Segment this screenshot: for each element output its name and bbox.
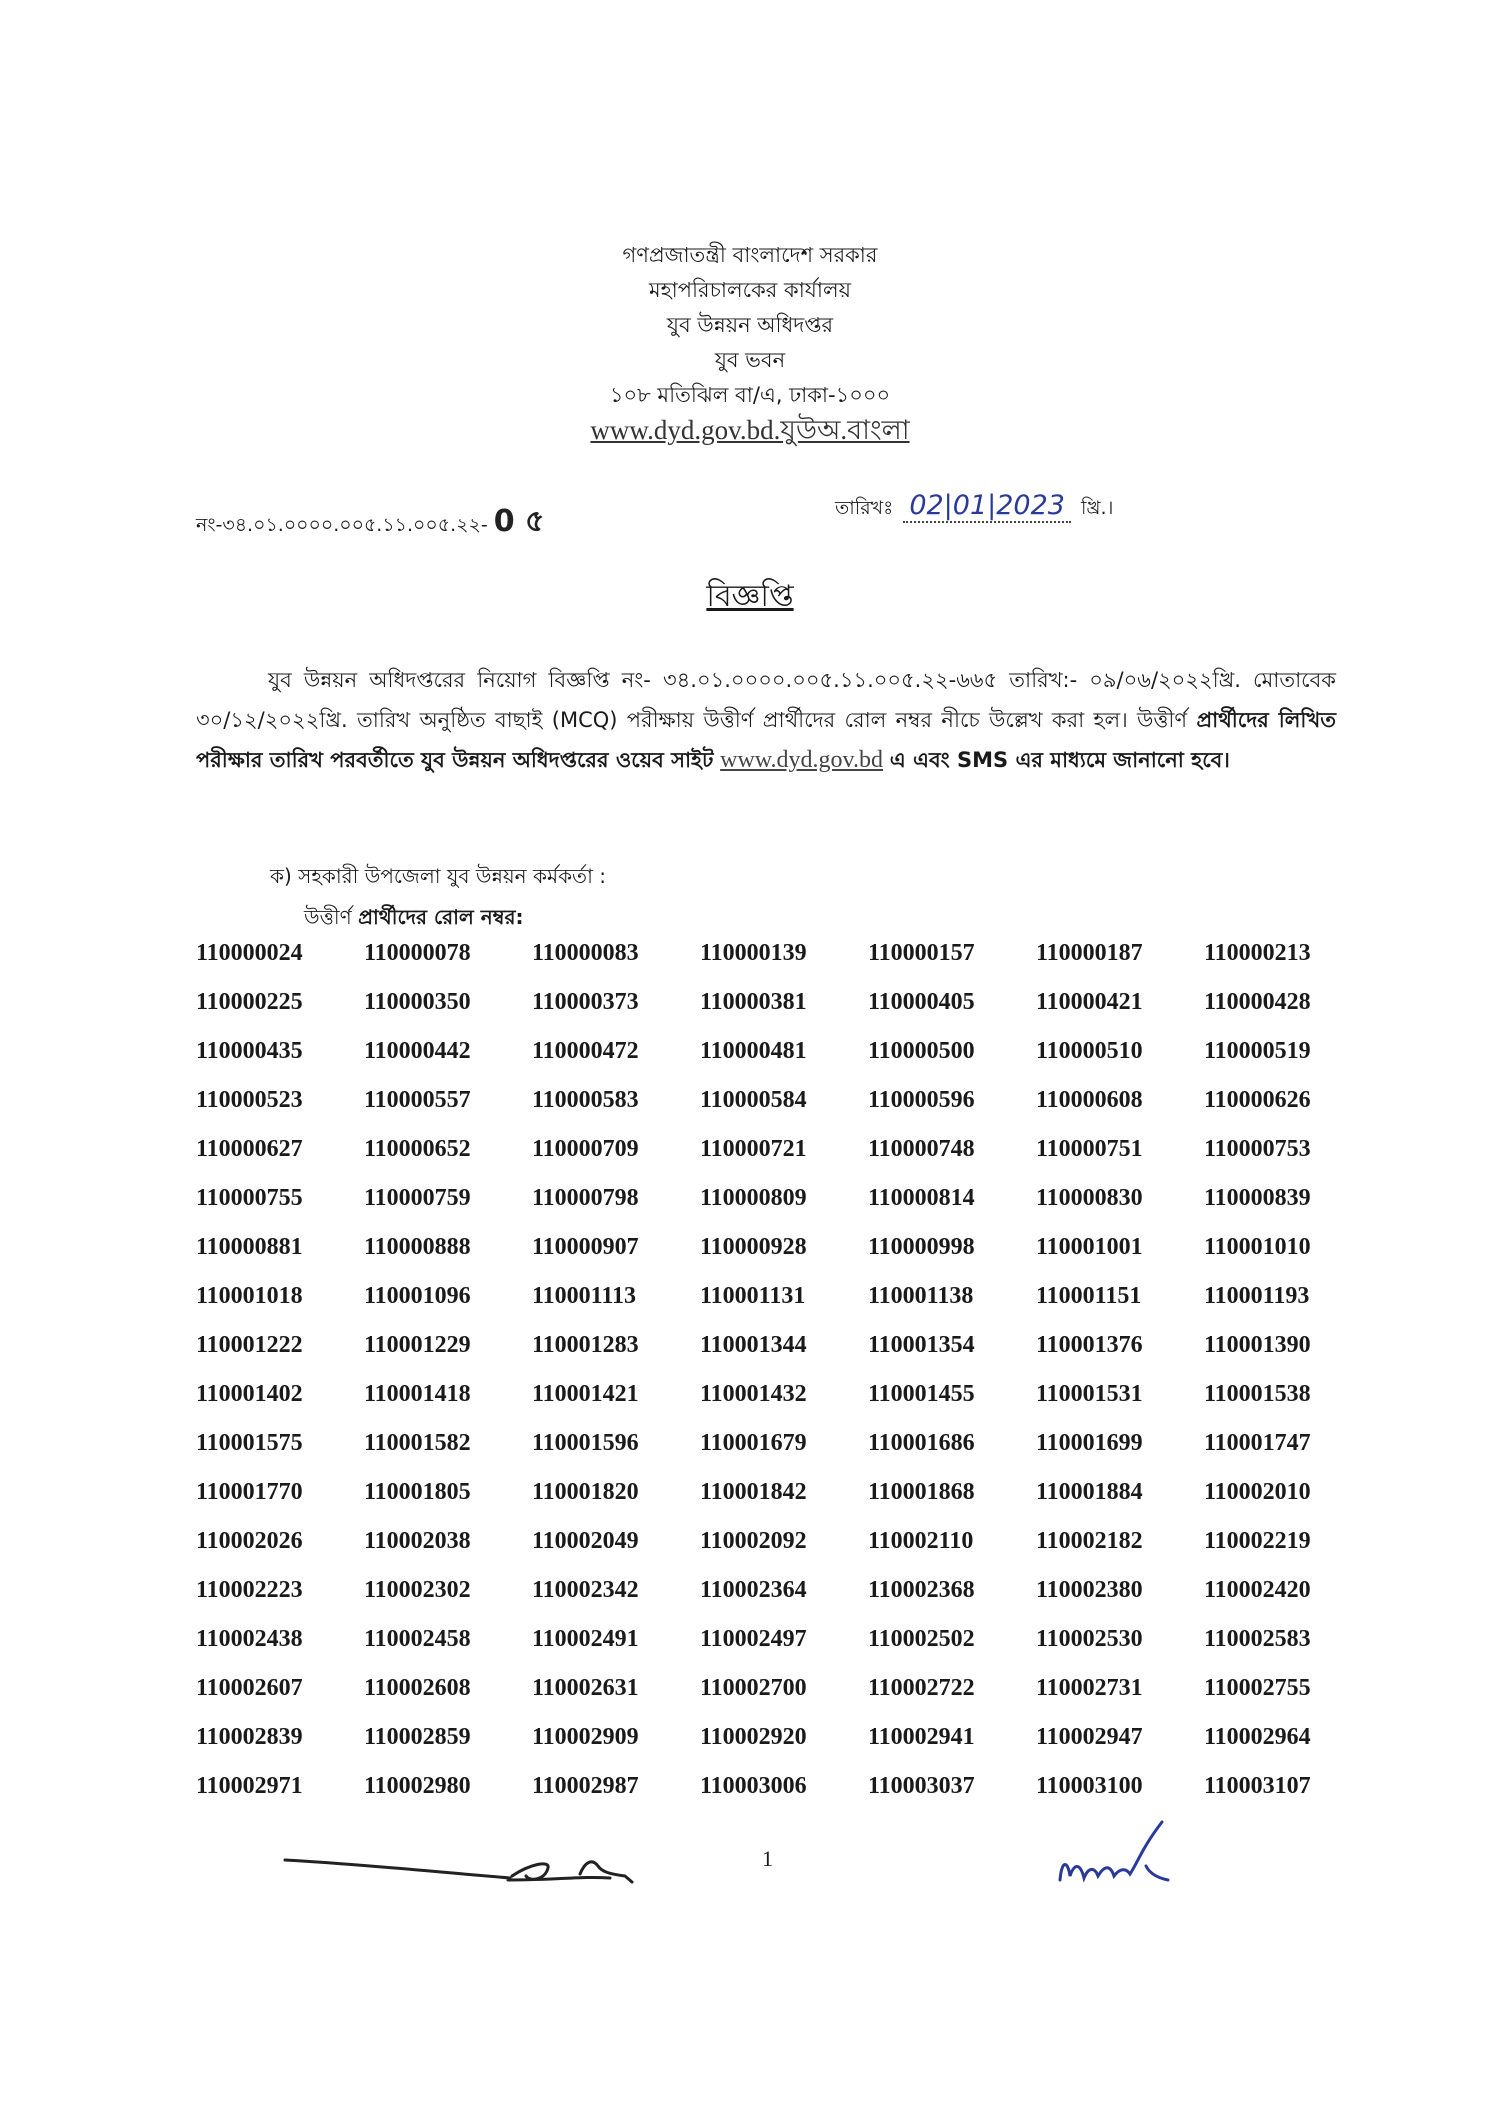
roll-heading-normal: উত্তীর্ণ xyxy=(304,905,352,929)
roll-number: 110002420 xyxy=(1204,1577,1311,1603)
building-name: যুব ভবন xyxy=(714,348,786,372)
roll-heading-bold: প্রার্থীদের রোল নম্বর: xyxy=(358,905,524,929)
roll-number: 110001018 xyxy=(196,1283,303,1309)
roll-number: 110001193 xyxy=(1204,1283,1310,1309)
roll-number: 110000157 xyxy=(868,940,975,966)
roll-number: 110002364 xyxy=(700,1577,807,1603)
roll-number: 110000839 xyxy=(1204,1185,1311,1211)
roll-number: 110000024 xyxy=(196,940,303,966)
roll-number: 110002700 xyxy=(700,1675,807,1701)
roll-number: 110002026 xyxy=(196,1528,303,1554)
roll-number: 110002909 xyxy=(532,1724,639,1750)
roll-number: 110002722 xyxy=(868,1675,975,1701)
roll-number: 110002110 xyxy=(868,1528,974,1554)
roll-number: 110001868 xyxy=(868,1479,975,1505)
roll-number: 110000748 xyxy=(868,1136,975,1162)
body-text-normal: যুব উন্নয়ন অধিদপ্তরের নিয়োগ বিজ্ঞপ্তি নং- ৩৪.০১.০০০০.০০৫.১১.০০৫.২২-৬৬৫ তারিখ:- ০৯/০৬/২০২২খ্রি. মোতাবেক ৩০/১২/২০২২খ্রি. তারিখ অনুষ্ঠিত বাছাই (MCQ) পরীক্ষায় উত্তীর্ণ প্রার্থীদের রোল নম্বর নীচে উল্লেখ করা হল। উত্তীর্ণ xyxy=(196,668,1336,732)
roll-number: 110001770 xyxy=(196,1479,303,1505)
roll-number: 110002980 xyxy=(364,1773,471,1799)
roll-number: 110001001 xyxy=(1036,1234,1143,1260)
roll-number: 110000755 xyxy=(196,1185,303,1211)
roll-number: 110002380 xyxy=(1036,1577,1143,1603)
roll-number: 110000078 xyxy=(364,940,471,966)
roll-number: 110001686 xyxy=(868,1430,975,1456)
roll-number: 110000888 xyxy=(364,1234,471,1260)
roll-number: 110001151 xyxy=(1036,1283,1142,1309)
memo-number xyxy=(196,497,544,548)
roll-number: 110001596 xyxy=(532,1430,639,1456)
roll-number: 110000405 xyxy=(868,989,975,1015)
roll-number: 110000721 xyxy=(700,1136,807,1162)
roll-number: 110000083 xyxy=(532,940,639,966)
section-title: ক) সহকারী উপজেলা যুব উন্নয়ন কর্মকর্তা : xyxy=(270,864,606,888)
roll-number: 110001582 xyxy=(364,1430,471,1456)
roll-number: 110000139 xyxy=(700,940,807,966)
roll-number: 110001531 xyxy=(1036,1381,1143,1407)
roll-number: 110001131 xyxy=(700,1283,806,1309)
roll-number: 110000709 xyxy=(532,1136,639,1162)
roll-number: 110002920 xyxy=(700,1724,807,1750)
roll-number: 110002987 xyxy=(532,1773,639,1799)
roll-number: 110001575 xyxy=(196,1430,303,1456)
roll-number: 110002607 xyxy=(196,1675,303,1701)
date-handwritten-value: 02|01|2023 xyxy=(903,490,1071,523)
roll-number: 110000421 xyxy=(1036,989,1143,1015)
roll-number: 110003107 xyxy=(1204,1773,1311,1799)
roll-number: 110002491 xyxy=(532,1626,639,1652)
roll-number: 110000928 xyxy=(700,1234,807,1260)
roll-number: 110002092 xyxy=(700,1528,807,1554)
roll-number: 110001113 xyxy=(532,1283,637,1309)
roll-number: 110001884 xyxy=(1036,1479,1143,1505)
roll-number: 110001699 xyxy=(1036,1430,1143,1456)
roll-number: 110002530 xyxy=(1036,1626,1143,1652)
roll-number: 110001138 xyxy=(868,1283,974,1309)
roll-number: 110000809 xyxy=(700,1185,807,1211)
roll-number: 110002502 xyxy=(868,1626,975,1652)
date-label: তারিখঃ xyxy=(835,497,894,519)
address: ১০৮ মতিঝিল বা/এ, ঢাকা-১০০০ xyxy=(609,383,891,407)
roll-number: 110002964 xyxy=(1204,1724,1311,1750)
roll-number: 110002049 xyxy=(532,1528,639,1554)
roll-number: 110001842 xyxy=(700,1479,807,1505)
roll-number: 110000751 xyxy=(1036,1136,1143,1162)
roll-number: 110000381 xyxy=(700,989,807,1015)
roll-number: 110001421 xyxy=(532,1381,639,1407)
roll-number: 110000814 xyxy=(868,1185,975,1211)
memo-handwritten-suffix: 0 ৫ xyxy=(493,504,545,539)
body-text-bold: প্রার্থীদের লিখিত পরীক্ষার তারিখ পরবর্তীতে যুব উন্নয়ন অধিদপ্তরের ওয়েব সাইট xyxy=(196,708,1336,772)
roll-number: 110000584 xyxy=(700,1087,807,1113)
roll-number: 110000608 xyxy=(1036,1087,1143,1113)
roll-number: 110000830 xyxy=(1036,1185,1143,1211)
roll-number: 110000907 xyxy=(532,1234,639,1260)
roll-number: 110001010 xyxy=(1204,1234,1311,1260)
roll-number: 110001455 xyxy=(868,1381,975,1407)
roll-number: 110000373 xyxy=(532,989,639,1015)
signature-left xyxy=(280,1838,640,1898)
roll-number: 110002859 xyxy=(364,1724,471,1750)
roll-number: 110002631 xyxy=(532,1675,639,1701)
roll-number: 110000557 xyxy=(364,1087,471,1113)
roll-number: 110002731 xyxy=(1036,1675,1143,1701)
roll-number: 110000759 xyxy=(364,1185,471,1211)
roll-number: 110000442 xyxy=(364,1038,471,1064)
roll-number: 110002583 xyxy=(1204,1626,1311,1652)
department-name: যুব উন্নয়ন অধিদপ্তর xyxy=(666,313,834,337)
signature-right xyxy=(1050,1818,1200,1898)
body-text-end: এ এবং SMS এর মাধ্যমে জানানো হবে। xyxy=(889,748,1230,772)
roll-number: 110000596 xyxy=(868,1087,975,1113)
roll-number: 110001538 xyxy=(1204,1381,1311,1407)
issue-date xyxy=(835,490,1113,526)
roll-number: 110001390 xyxy=(1204,1332,1311,1358)
roll-number: 110000523 xyxy=(196,1087,303,1113)
roll-number: 110000652 xyxy=(364,1136,471,1162)
roll-number: 110001222 xyxy=(196,1332,303,1358)
roll-number: 110002755 xyxy=(1204,1675,1311,1701)
roll-heading xyxy=(304,903,523,936)
roll-number: 110001432 xyxy=(700,1381,807,1407)
roll-number: 110001376 xyxy=(1036,1332,1143,1358)
roll-number: 110002947 xyxy=(1036,1724,1143,1750)
roll-number: 110001805 xyxy=(364,1479,471,1505)
roll-number: 110000583 xyxy=(532,1087,639,1113)
roll-number: 110003100 xyxy=(1036,1773,1143,1799)
roll-number: 110003006 xyxy=(700,1773,807,1799)
roll-number: 110002941 xyxy=(868,1724,975,1750)
letterhead xyxy=(0,238,1500,448)
roll-number: 110002302 xyxy=(364,1577,471,1603)
roll-number: 110002219 xyxy=(1204,1528,1311,1554)
roll-number: 110000500 xyxy=(868,1038,975,1064)
roll-number: 110001229 xyxy=(364,1332,471,1358)
roll-number: 110000510 xyxy=(1036,1038,1143,1064)
body-website-link[interactable]: www.dyd.gov.bd xyxy=(720,747,883,773)
roll-number: 110000519 xyxy=(1204,1038,1311,1064)
roll-number: 110001418 xyxy=(364,1381,471,1407)
date-suffix: খ্রি.। xyxy=(1080,497,1114,519)
page-number: 1 xyxy=(762,1846,773,1871)
roll-number: 110000187 xyxy=(1036,940,1143,966)
roll-number: 110002368 xyxy=(868,1577,975,1603)
memo-number-text: নং-৩৪.০১.০০০০.০০৫.১১.০০৫.২২- xyxy=(196,514,488,536)
notice-body xyxy=(196,660,1336,780)
roll-number: 110002223 xyxy=(196,1577,303,1603)
roll-number: 110000428 xyxy=(1204,989,1311,1015)
roll-number: 110002971 xyxy=(196,1773,303,1799)
roll-number: 110000435 xyxy=(196,1038,303,1064)
roll-number: 110002010 xyxy=(1204,1479,1311,1505)
office-name: মহাপরিচালকের কার্যালয় xyxy=(648,278,851,302)
roll-number: 110002438 xyxy=(196,1626,303,1652)
roll-number: 110000472 xyxy=(532,1038,639,1064)
roll-number: 110000350 xyxy=(364,989,471,1015)
roll-number: 110000213 xyxy=(1204,940,1311,966)
roll-number: 110002497 xyxy=(700,1626,807,1652)
roll-number: 110000225 xyxy=(196,989,303,1015)
roll-number: 110000881 xyxy=(196,1234,303,1260)
roll-number: 110001344 xyxy=(700,1332,807,1358)
roll-number: 110000998 xyxy=(868,1234,975,1260)
roll-number: 110001747 xyxy=(1204,1430,1311,1456)
roll-number: 110001402 xyxy=(196,1381,303,1407)
roll-number: 110001283 xyxy=(532,1332,639,1358)
roll-number: 110000798 xyxy=(532,1185,639,1211)
header-website-link[interactable]: www.dyd.gov.bd.যুউঅ.বাংলা xyxy=(590,415,910,445)
roll-number: 110002342 xyxy=(532,1577,639,1603)
roll-number: 110002608 xyxy=(364,1675,471,1701)
notice-title: বিজ্ঞপ্তি xyxy=(706,579,794,614)
roll-number: 110000481 xyxy=(700,1038,807,1064)
govt-name: গণপ্রজাতন্ত্রী বাংলাদেশ সরকার xyxy=(622,243,878,267)
roll-number: 110001354 xyxy=(868,1332,975,1358)
roll-number: 110000753 xyxy=(1204,1136,1311,1162)
roll-number: 110000627 xyxy=(196,1136,303,1162)
roll-number: 110001096 xyxy=(364,1283,471,1309)
roll-number: 110001820 xyxy=(532,1479,639,1505)
roll-number: 110000626 xyxy=(1204,1087,1311,1113)
roll-number: 110002182 xyxy=(1036,1528,1143,1554)
roll-number: 110002458 xyxy=(364,1626,471,1652)
roll-number: 110003037 xyxy=(868,1773,975,1799)
roll-number: 110002839 xyxy=(196,1724,303,1750)
roll-number: 110001679 xyxy=(700,1430,807,1456)
roll-number: 110002038 xyxy=(364,1528,471,1554)
